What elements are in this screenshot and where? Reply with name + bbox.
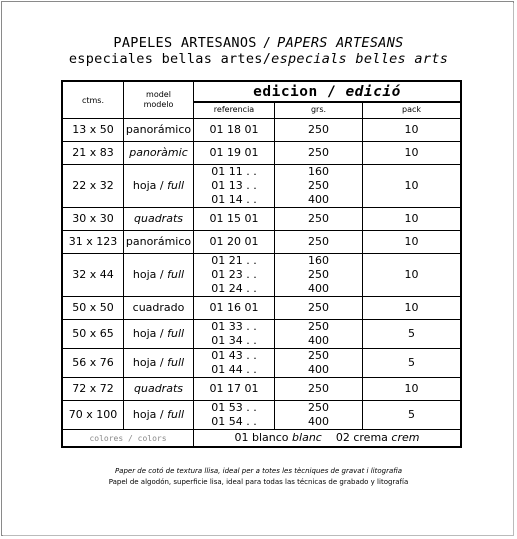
grs-value: 250 (308, 122, 329, 136)
row-model (124, 207, 194, 230)
ref-code: 01 43 . . (211, 348, 257, 362)
title-catalan: PAPERS ARTESANS (277, 35, 404, 51)
row-grs (275, 207, 363, 230)
title-line-1 (0, 35, 517, 51)
row-model-italic: quadrats (134, 212, 183, 225)
row-model-text: hoja / (132, 327, 168, 340)
row-grs (275, 253, 363, 296)
table-row (62, 400, 461, 429)
header-pack: pack (363, 102, 462, 118)
row-model (124, 377, 194, 400)
grs-value: 250 (308, 178, 329, 192)
ref-code: 01 21 . . (211, 253, 257, 267)
ref-code: 01 14 . . (211, 192, 257, 206)
row-pack: 10 (363, 118, 462, 141)
table-row (62, 377, 461, 400)
grs-value: 400 (308, 414, 329, 428)
grs-value: 250 (308, 319, 329, 333)
row-size: 32 x 44 (62, 253, 124, 296)
row-model-italic: full (167, 179, 185, 192)
table-row (62, 230, 461, 253)
row-size: 50 x 65 (62, 319, 124, 348)
grs-value: 400 (308, 192, 329, 206)
row-size: 30 x 30 (62, 207, 124, 230)
row-grs (275, 118, 363, 141)
table-row (62, 319, 461, 348)
row-ref (194, 319, 275, 348)
ref-code: 01 53 . . (211, 400, 257, 414)
row-model-italic: full (167, 356, 185, 369)
table-row (62, 296, 461, 319)
row-pack: 10 (363, 253, 462, 296)
grs-value: 160 (308, 253, 329, 267)
grs-value: 400 (308, 281, 329, 295)
row-model-text: hoja / (132, 268, 168, 281)
grs-value: 160 (308, 164, 329, 178)
title-line-2 (0, 51, 517, 67)
grs-value: 250 (308, 348, 329, 362)
row-model-italic: panoràmic (129, 146, 188, 159)
grs-value: 400 (308, 333, 329, 347)
table-row (62, 141, 461, 164)
row-pack: 10 (363, 207, 462, 230)
ref-code: 01 16 01 (209, 300, 259, 314)
row-size: 22 x 32 (62, 164, 124, 207)
footer-spanish: Papel de algodón, superficie lisa, ideal para todas las técnicas de grabado y litografía (108, 478, 409, 486)
row-pack: 10 (363, 164, 462, 207)
grs-value: 250 (308, 145, 329, 159)
row-model-italic: full (167, 268, 185, 281)
row-model-text: hoja / (132, 179, 168, 192)
row-ref (194, 230, 275, 253)
row-model-text: panorámico (125, 235, 192, 248)
colors-value-italic: crem (391, 431, 420, 444)
ref-code: 01 24 . . (211, 281, 257, 295)
row-ref (194, 164, 275, 207)
ref-code: 01 54 . . (211, 414, 257, 428)
colors-value (194, 429, 462, 447)
table-row (62, 348, 461, 377)
row-size: 13 x 50 (62, 118, 124, 141)
table-row (62, 253, 461, 296)
header-row-1 (62, 81, 461, 102)
row-model (124, 296, 194, 319)
ref-code: 01 20 01 (209, 234, 259, 248)
header-ref: referencia (194, 102, 275, 118)
grs-value: 250 (308, 211, 329, 225)
row-model (124, 400, 194, 429)
table-row (62, 207, 461, 230)
row-ref (194, 141, 275, 164)
row-pack: 5 (363, 400, 462, 429)
row-grs (275, 230, 363, 253)
colors-value-italic: blanc (292, 431, 322, 444)
row-pack: 10 (363, 230, 462, 253)
row-grs (275, 164, 363, 207)
row-model (124, 118, 194, 141)
paper-table (61, 80, 462, 448)
row-model (124, 319, 194, 348)
row-model (124, 230, 194, 253)
ref-code: 01 19 01 (209, 145, 259, 159)
row-size: 21 x 83 (62, 141, 124, 164)
title-spanish: PAPELES ARTESANOS (113, 35, 257, 51)
row-pack: 10 (363, 377, 462, 400)
row-model-italic: quadrats (134, 382, 183, 395)
grs-value: 250 (308, 300, 329, 314)
row-size: 56 x 76 (62, 348, 124, 377)
row-model-italic: full (167, 408, 185, 421)
ref-code: 01 44 . . (211, 362, 257, 376)
ref-code: 01 23 . . (211, 267, 257, 281)
title-separator: / (262, 35, 272, 51)
row-pack: 10 (363, 141, 462, 164)
ref-code: 01 34 . . (211, 333, 257, 347)
row-model (124, 164, 194, 207)
ref-code: 01 13 . . (211, 178, 257, 192)
colors-value-text: 01 blanco (234, 431, 293, 444)
ref-code: 01 15 01 (209, 211, 259, 225)
colors-label (62, 429, 194, 447)
row-size: 70 x 100 (62, 400, 124, 429)
colors-row (62, 429, 461, 447)
row-model (124, 253, 194, 296)
table-row (62, 164, 461, 207)
row-pack: 5 (363, 319, 462, 348)
footer-catalan: Paper de cotó de textura llisa, ideal per a totes les tècniques de gravat i litografia (114, 467, 403, 475)
row-ref (194, 296, 275, 319)
grs-value: 250 (308, 234, 329, 248)
header-grs: grs. (275, 102, 363, 118)
row-ref (194, 400, 275, 429)
row-ref (194, 207, 275, 230)
row-ref (194, 118, 275, 141)
header-edition: edicion / edició (194, 81, 462, 102)
header-size: ctms. (62, 81, 124, 118)
table-row (62, 118, 461, 141)
ref-code: 01 18 01 (209, 122, 259, 136)
colors-label-text: colores / colors (89, 434, 167, 443)
grs-value: 400 (308, 362, 329, 376)
grs-value: 250 (308, 267, 329, 281)
row-ref (194, 348, 275, 377)
ref-code: 01 33 . . (211, 319, 257, 333)
row-pack: 5 (363, 348, 462, 377)
row-model-text: hoja / (132, 408, 168, 421)
ref-code: 01 17 01 (209, 381, 259, 395)
row-pack: 10 (363, 296, 462, 319)
grs-value: 250 (308, 400, 329, 414)
row-model-italic: full (167, 327, 185, 340)
row-ref (194, 377, 275, 400)
ref-code: 01 11 . . (211, 164, 257, 178)
row-grs (275, 400, 363, 429)
subtitle-catalan: especials belles arts (271, 51, 449, 67)
row-ref (194, 253, 275, 296)
row-grs (275, 377, 363, 400)
subtitle-spanish: especiales bellas artes/ (68, 51, 272, 67)
row-model (124, 141, 194, 164)
header-model: model modelo (124, 81, 194, 118)
row-model-text: cuadrado (132, 301, 185, 314)
row-grs (275, 296, 363, 319)
row-model-text: panorámico (125, 123, 192, 136)
row-model (124, 348, 194, 377)
row-size: 72 x 72 (62, 377, 124, 400)
row-model-text: hoja / (132, 356, 168, 369)
row-grs (275, 319, 363, 348)
row-grs (275, 141, 363, 164)
row-grs (275, 348, 363, 377)
colors-value-text: 02 crema (335, 431, 392, 444)
row-size: 50 x 50 (62, 296, 124, 319)
grs-value: 250 (308, 381, 329, 395)
row-size: 31 x 123 (62, 230, 124, 253)
